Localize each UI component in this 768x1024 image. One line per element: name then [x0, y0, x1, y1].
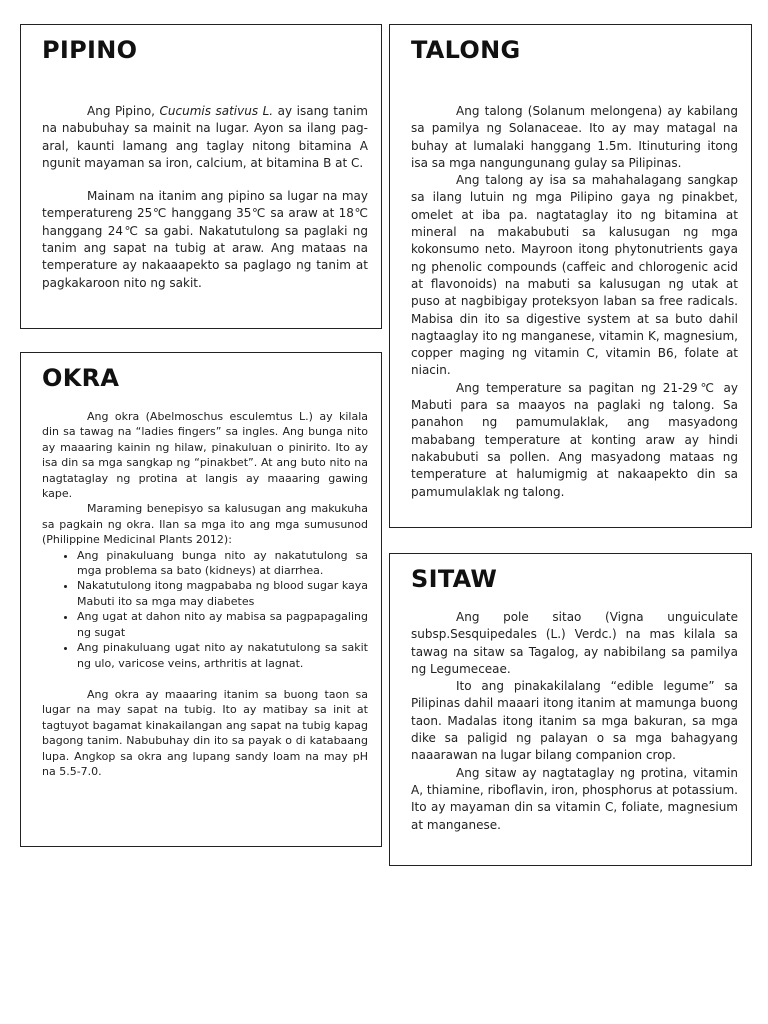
pipino-scientific-name: Cucumis sativus L. — [159, 104, 274, 118]
okra-body — [42, 409, 368, 779]
pipino-body — [42, 103, 368, 292]
okra-card — [20, 352, 382, 847]
okra-benefits-list — [21, 548, 368, 671]
okra-title: OKRA — [42, 364, 120, 392]
talong-body — [411, 103, 738, 501]
pipino-card — [20, 24, 382, 329]
okra-paragraph-1: Ang okra (Abelmoschus esculemtus L.) ay kilala din sa tawag na “ladies fingers” sa ingles. Ang bunga nito ay maaaring kainin ng hilaw, pinakuluan o pinirito. Ito ay isa din sa mga sangkap ng “pinakbet”. At ang buto nito na nagtataglay ng protina at langis ay maaaring gawing kape. — [42, 410, 368, 501]
sitaw-body — [411, 609, 738, 834]
talong-card — [389, 24, 752, 528]
pipino-paragraph-2: Mainam na itanim ang pipino sa lugar na may temperatureng 25℃ hanggang 35℃ sa araw at 18℃ hanggang 24℃ sa gabi. Nakatutulong sa paglaki ng tanim ang sapat na tubig at araw. Ang mataas na temperature ay nakaaapekto sa paglago ng tanim at pagkakaroon nito ng sakit. — [42, 189, 368, 290]
sitaw-title: SITAW — [411, 565, 498, 593]
talong-paragraph-2: Ang talong ay isa sa mahahalagang sangkap sa ilang lutuin ng mga Pilipino gaya ng pinakbet, omelet at iba pa. nagtataglay ito ng bitamina at mineral na makabubuti sa kalusugan ng mga kokonsumo neto. Mayroon itong phytonutrients gaya ng phenolic compounds (caffeic and chlorogenic acid at flavonoids) na mabuti sa kalusugan ng utak at puso at nagbibigay proteksyon laban sa free radicals. Mabisa din ito sa digestive system at sa buto dahil nagtaaglay ito ng manganese, vitamin K, magnesium, copper maging ng vitamin C, vitamin B6, folate at niacin. — [411, 173, 738, 378]
sitaw-paragraph-1: Ang pole sitao (Vigna unguiculate subsp.Sesquipedales (L.) Verdc.) na mas kilala sa tawag na sitaw sa Tagalog, ay nabibilang sa pamilya ng Legumeceae. — [411, 610, 738, 676]
list-item: • Ang pinakuluang ugat nito ay nakatutulong sa sakit ng ulo, varicose veins, arthritis at lagnat. — [77, 640, 368, 671]
okra-paragraph-2: Maraming benepisyo sa kalusugan ang makukuha sa pagkain ng okra. Ilan sa mga ito ang mga sumusunod (Philippine Medicinal Plants 2012): — [42, 502, 368, 547]
sitaw-paragraph-3: Ang sitaw ay nagtataglay ng protina, vitamin A, thiamine, riboflavin, iron, phosphorus at potassium. Ito ay mayaman din sa vitamin C, foliate, magnesium at manganese. — [411, 765, 738, 832]
list-item: • Ang ugat at dahon nito ay mabisa sa pagpapagaling ng sugat — [77, 609, 368, 640]
pipino-title: PIPINO — [42, 36, 138, 64]
sitaw-paragraph-2: Ito ang pinakakilalang “edible legume” sa Pilipinas dahil maaari itong itanim at mamunga buong taon. Madalas itong itanim sa mga bakuran, sa mga dike sa paligid ng palayan o sa mga bahagyang naaarawan na lugar bilang companion crop. — [411, 679, 738, 763]
talong-title: TALONG — [411, 36, 521, 64]
pipino-paragraph-1: Ang Pipino, Cucumis sativus L. ay isang tanim na nabubuhay sa mainit na lugar. Ayon sa ilang pag-aral, kaunti lamang ang taglay nitong bitamina A ngunit mayaman sa iron, calcium, at bitamina B at C. — [42, 104, 368, 170]
talong-paragraph-3: Ang temperature sa pagitan ng 21-29℃ ay Mabuti para sa maayos na paglaki ng talong. Sa panahon ng pamumulaklak, ang masyadong mababang temperature at konting araw ay hindi nakabubuti sa pollen. Ang masyadong mataas ng temperature at halumigmig at nakaapekto din sa pamumulaklak ng talong. — [411, 380, 738, 499]
sitaw-card — [389, 553, 752, 866]
list-item: • Ang pinakuluang bunga nito ay nakatutulong sa mga problema sa bato (kidneys) at diarrhea. — [77, 548, 368, 579]
list-item: • Nakatutulong itong magpababa ng blood sugar kaya Mabuti ito sa mga may diabetes — [77, 578, 368, 609]
okra-paragraph-3: Ang okra ay maaaring itanim sa buong taon sa lugar na may sapat na tubig. Ito ay matibay sa init at tagtuyot bagamat kinakailangan ang sapat na tubig kapag bagong tanim. Nabubuhay din ito sa payak o di katabaang lupa. Angkop sa okra ang lupang sandy loam na may pH na 5.5-7.0. — [42, 687, 368, 778]
talong-paragraph-1: Ang talong (Solanum melongena) ay kabilang sa pamilya ng Solanaceae. Ito ay may matagal na buhay at lumalaki hanggang 1.5m. Itinuturing itong isa sa mga nangungunang gulay sa Pilipinas. — [411, 104, 738, 170]
